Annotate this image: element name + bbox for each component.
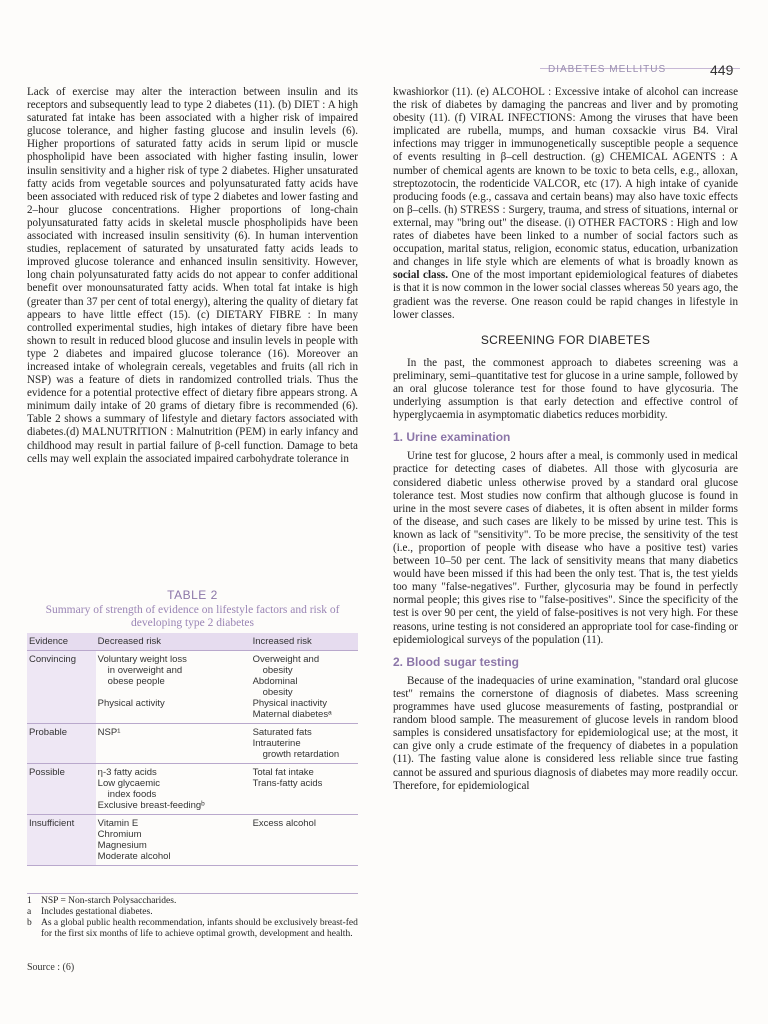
cell-line: obese people — [107, 676, 165, 687]
cell-line: Trans-fatty acids — [252, 778, 323, 789]
header-decreased-risk: Decreased risk — [96, 633, 251, 651]
left-column — [27, 86, 358, 466]
cell-line — [98, 687, 249, 698]
cell-line: NSP¹ — [97, 727, 121, 738]
lifestyle-evidence-table — [27, 633, 358, 866]
table-source: Source : (6) — [27, 962, 75, 973]
evidence-cell: Probable — [27, 724, 96, 764]
increased-cell — [251, 815, 358, 866]
decreased-cell — [96, 764, 251, 815]
table-footnotes — [27, 893, 358, 940]
evidence-cell: Convincing — [27, 651, 96, 724]
cell-line: Chromium — [97, 829, 142, 840]
footnote-mark: a — [27, 907, 32, 917]
risk-factors-text: kwashiorkor (11). (e) ALCOHOL : Excessive intake of alcohol can increase the risk of diabetes by damaging the pancreas and liver and by promoting obesity (11). (f) VIRAL INFECTIONS: Among the viruses that have been implicated are rubella, mumps, and human coxsackie virus B4. Viral infections may trigger in immunogenetically susceptible people a sequence of events resulting in β–cell destruction. (g) CHEMICAL AGENTS : A number of chemical agents are known to be toxic to beta cells, e.g., alloxan, streptozotocin, the rodenticide VALCOR, etc (17). A high intake of cyanide producing foods (e.g., cassava and certain beans) may also have toxic effects on β–cells. (h) STRESS : Surgery, trauma, and stress of situations, internal or external, may "bring out" the disease. (i) OTHER FACTORS : High and low rates of diabetes have been linked to a number of social factors such as occupation, marital status, religion, economic status, education, urbanization and changes in life style which are elements of what is broadly known as — [393, 86, 738, 269]
cell-line: Physical activity — [97, 698, 165, 709]
page-number: 449 — [710, 62, 734, 78]
footnote-text: As a global public health recommendation, infants should be exclusively breast-fed for the first six months of life to achieve optimal growth, development and health. — [41, 918, 358, 939]
cell-line: in overweight and — [107, 665, 183, 676]
cell-line: obesity — [262, 665, 293, 676]
increased-cell — [251, 724, 358, 764]
running-header-title: DIABETES MELLITUS — [548, 64, 667, 75]
screening-heading: SCREENING FOR DIABETES — [480, 332, 651, 347]
cell-line: Saturated fats — [252, 727, 312, 738]
footnote — [27, 896, 358, 907]
table-row — [27, 764, 358, 815]
cell-line: Magnesium — [97, 840, 147, 851]
table-title: TABLE 2 — [167, 588, 218, 602]
screening-paragraph: In the past, the commonest approach to diabetes screening was a preliminary, semi–quantitative test for glucose in a urine sample, followed by an oral glucose tolerance test for those found to have glycosuria. The underlying assumption is that early detection and effective control of hyperglycaemia in asymptomatic diabetics reduces morbidity. — [393, 356, 738, 422]
cell-line: Overweight and — [252, 654, 320, 665]
cell-line: Vitamin E — [97, 818, 139, 829]
table-row — [27, 815, 358, 866]
evidence-cell: Insufficient — [27, 815, 96, 866]
header-increased-risk: Increased risk — [251, 633, 358, 651]
footnote — [27, 918, 358, 940]
social-class-term: social class. — [393, 269, 448, 282]
table-row — [27, 651, 358, 724]
urine-examination-paragraph: Urine test for glucose, 2 hours after a meal, is commonly used in medical practice for detecting cases of diabetes. All those with glycosuria are considered diabetic unless otherwise proved by a standard oral glucose tolerance test. Most studies now confirm that although glucose is found in urine in the most severe cases of diabetes, it is often absent in milder forms of the disease, and such cases are likely to be missed by urine test. This is known as lack of "sensitivity". To be more precise, the sensitivity of the test (i.e., proportion of people with disease who have a positive test) varies between 10–50 per cent. The lack of sensitivity means that many diabetics would have been missed if this had been the only test. That is, the test yields too many "false-negatives". Further, glycosuria may be found in perfectly normal people; this gives rise to "false-positives". Since the specificity of the test is over 90 per cent, the yield of false-positives is not very high. For these reasons, urine testing is not considered an appropriate tool for case-finding or epidemiological surveys of the population (11). — [393, 450, 738, 646]
decreased-cell — [96, 724, 251, 764]
footnote — [27, 907, 358, 918]
increased-cell — [251, 764, 358, 815]
cell-line: growth retardation — [262, 749, 340, 760]
header-evidence: Evidence — [27, 633, 96, 651]
footnote-text: NSP = Non-starch Polysaccharides. — [41, 896, 177, 906]
right-column — [393, 86, 738, 793]
blood-sugar-paragraph: Because of the inadequacies of urine examination, "standard oral glucose test" remains the cornerstone of diagnosis of diabetes. Mass screening programmes have used glucose measurements of fasting, postprandial or random blood sample. The measurement of glucose levels in random blood samples is considered unsatisfactory for epidemiological use; at the most, it can give only a crude estimate of the frequency of diabetes in a population (11). The fasting value alone is considered less reliable since true fasting cannot be assured and spurious diagnosis of diabetes may more readily occur. Therefore, for epidemiological — [393, 674, 738, 792]
left-paragraph: Lack of exercise may alter the interaction between insulin and its receptors and subsequently lead to type 2 diabetes (11). (b) DIET : A high saturated fat intake has been associated with a higher risk of impaired glucose tolerance, and higher fasting glucose and insulin levels (6). Higher proportions of saturated fatty acids in serum lipid or muscle phospholipid have been associated with higher fasting insulin, lower insulin sensitivity and a higher risk of type 2 diabetes. Higher unsaturated fatty acids from vegetable sources and polyunsaturated fatty acids have been associated with reduced risk of type 2 diabetes and lower fasting and 2–hour glucose concentrations. Higher proportions of long-chain polyunsaturated fatty acids in skeletal muscle phospholipids have been associated with increased insulin sensitivity (6). In human intervention studies, replacement of saturated by unsaturated fatty acids leads to improved glucose tolerance and enhanced insulin sensitivity. However, long chain polyunsaturated fatty acids do not appear to confer additional benefit over monounsaturated fatty acids. When total fat intake is high (greater than 37 per cent of total energy), altering the quality of dietary fat appears to have little effect (15). (c) DIETARY FIBRE : In many controlled experimental studies, high intakes of dietary fibre have been shown to result in reduced blood glucose and insulin levels in people with type 2 diabetes and impaired glucose tolerance (16). Moreover an increased intake of wholegrain cereals, vegetables and fruits (all rich in NSP) was a feature of diets in randomized controlled trials. Thus the evidence for a potential protective effect of dietary fibre appears strong. A minimum daily intake of 20 grams of dietary fibre is recommended (6). Table 2 shows a summary of lifestyle and dietary factors associated with diabetes.(d) MALNUTRITION : Malnutrition (PEM) in early infancy and childhood may result in partial failure of β-cell function. Damage to beta cells may well explain the associated impaired carbohydrate tolerance in — [27, 86, 358, 465]
cell-line: Total fat intake — [252, 767, 314, 778]
decreased-cell — [96, 815, 251, 866]
cell-line: Low glycaemic — [97, 778, 160, 789]
table-header-row — [27, 633, 358, 651]
cell-line: Abdominal — [252, 676, 298, 687]
cell-line: Physical inactivity — [252, 698, 328, 709]
cell-line: Voluntary weight loss — [97, 654, 187, 665]
cell-line: obesity — [262, 687, 293, 698]
cell-line: Maternal diabetesᵃ — [252, 709, 332, 720]
decreased-cell — [96, 651, 251, 724]
urine-examination-heading: 1. Urine examination — [393, 430, 511, 445]
footnote-mark: b — [27, 918, 32, 928]
cell-line: Intrauterine — [252, 738, 301, 749]
blood-sugar-heading: 2. Blood sugar testing — [393, 654, 520, 669]
cell-line: η-3 fatty acids — [97, 767, 157, 778]
footnote-mark: 1 — [27, 896, 32, 906]
right-paragraph — [393, 86, 738, 322]
table-row — [27, 724, 358, 764]
cell-line: index foods — [107, 789, 157, 800]
cell-line: Excess alcohol — [252, 818, 316, 829]
evidence-cell: Possible — [27, 764, 96, 815]
cell-line: Exclusive breast-feedingᵇ — [97, 800, 205, 811]
footnote-text: Includes gestational diabetes. — [41, 907, 153, 917]
risk-factors-text-end: One of the most important epidemiological features of diabetes is that it is now common in the lower social classes whereas 50 years ago, the gradient was the reverse. One reason could be rapid changes in lifestyle in lower classes. — [393, 269, 738, 321]
cell-line: Moderate alcohol — [97, 851, 171, 862]
increased-cell — [251, 651, 358, 724]
table-caption: Summary of strength of evidence on lifestyle factors and risk of developing type 2 diabetes — [45, 604, 340, 629]
